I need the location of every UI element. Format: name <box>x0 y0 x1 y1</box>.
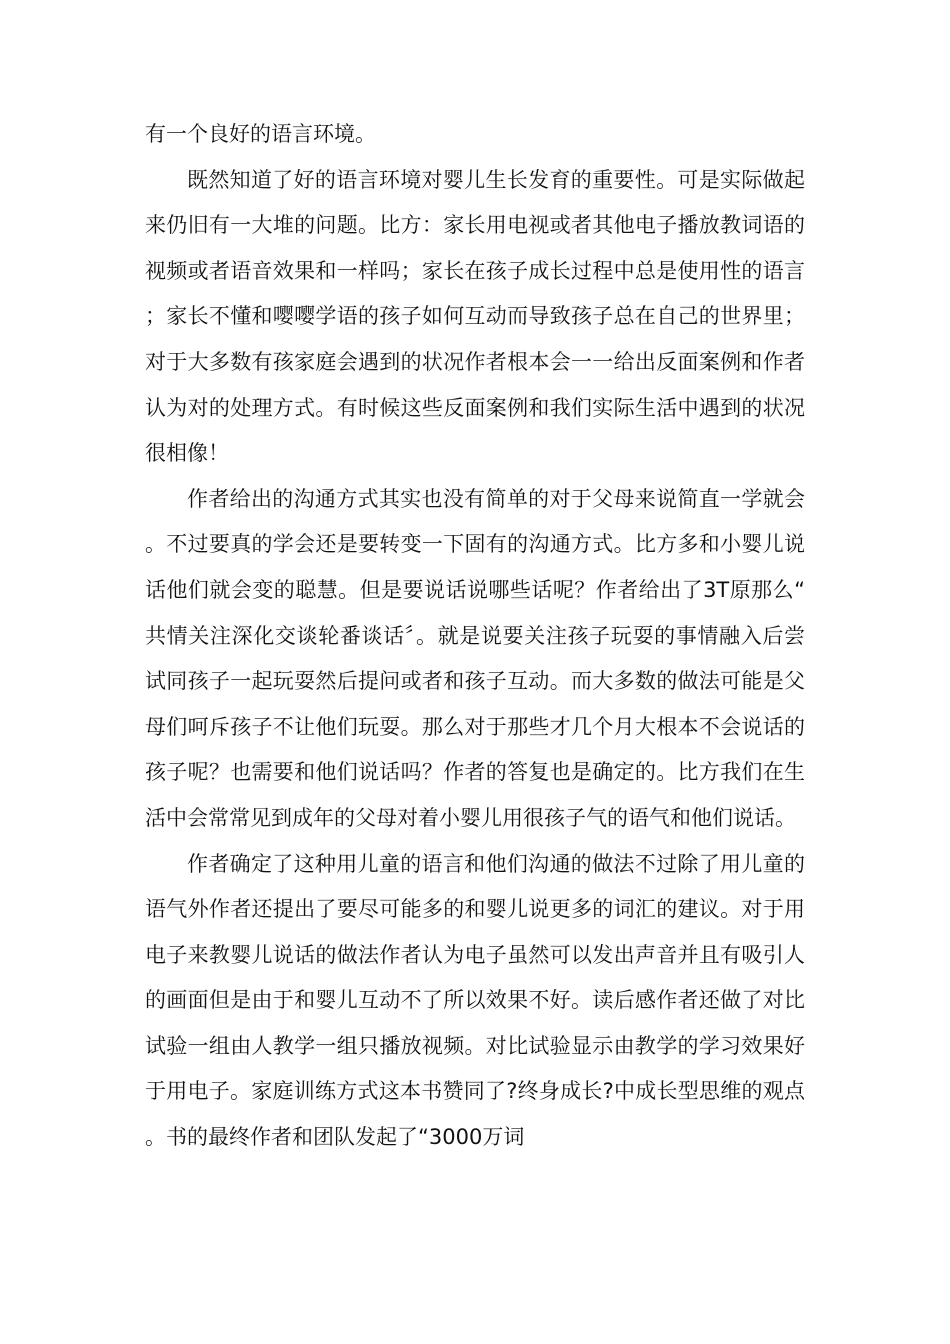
paragraph-1: 有一个良好的语言环境。 <box>145 122 376 146</box>
document-body <box>145 112 805 1161</box>
paragraph-3: 作者给出的沟通方式其实也没有简单的对于父母来说简直一学就会。不过要真的学会还是要转变一下固有的沟通方式。比方多和小婴儿说话他们就会变的聪慧。但是要说话说哪些话呢？作者给出了3T原那么“共情关注深化交谈轮番谈话〞。就是说要关注孩子玩耍的事情融入后尝试同孩子一起玩耍然后提问或者和孩子互动。而大多数的做法可能是父母们呵斥孩子不让他们玩耍。那么对于那些才几个月大根本不会说话的孩子呢？也需要和他们说话吗？作者的答复也是确定的。比方我们在生活中会常常见到成年的父母对着小婴儿用很孩子气的语气和他们说话。 <box>145 486 805 830</box>
paragraph-4: 作者确定了这种用儿童的语言和他们沟通的做法不过除了用儿童的语气外作者还提出了要尽可能多的和婴儿说更多的词汇的建议。对于用电子来教婴儿说话的做法作者认为电子虽然可以发出声音并且有吸引人的画面但是由于和婴儿互动不了所以效果不好。读后感作者还做了对比试验一组由人教学一组只播放视频。对比试验显示由教学的学习效果好于用电子。家庭训练方式这本书赞同了?终身成长?中成长型思维的观点。书的最终作者和团队发起了“3000万词 <box>145 851 805 1150</box>
paragraph-2: 既然知道了好的语言环境对婴儿生长发育的重要性。可是实际做起来仍旧有一大堆的问题。比方：家长用电视或者其他电子播放教词语的视频或者语音效果和一样吗；家长在孩子成长过程中总是使用性的语言；家长不懂和嘤嘤学语的孩子如何互动而导致孩子总在自己的世界里；对于大多数有孩家庭会遇到的状况作者根本会一一给出反面案例和作者认为对的处理方式。有时候这些反面案例和我们实际生活中遇到的状况很相像！ <box>145 167 805 466</box>
